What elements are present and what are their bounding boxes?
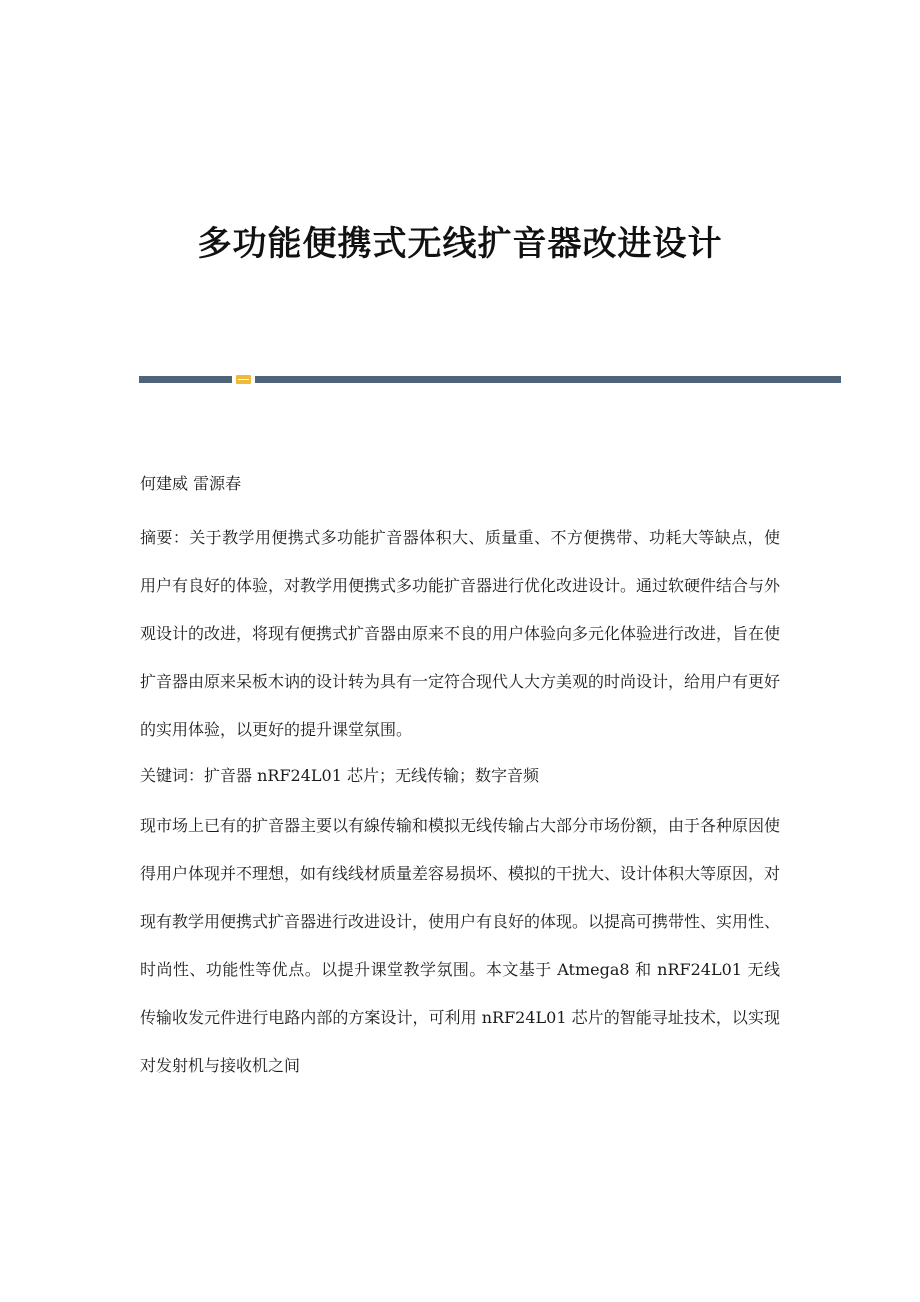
abstract-text: 关于教学用便携式多功能扩音器体积大、质量重、不方便携带、功耗大等缺点，使用户有良好的体验，对教学用便携式多功能扩音器进行优化改进设计。通过软硬件结合与外观设计的改进，将现有便携式扩音器由原来不良的用户体验向多元化体验进行改进，旨在使扩音器由原来呆板木讷的设计转为具有一定符合现代人大方美观的时尚设计，给用户有更好的实用体验，以更好的提升课堂氛围。 [140,528,781,739]
document-title: 多功能便携式无线扩音器改进设计 [197,224,723,264]
authors: 何建威 雷源春 [140,474,242,493]
divider-ornament-icon [236,375,251,384]
title-divider [139,375,841,384]
document-content [140,472,780,1090]
keywords-text: 扩音器 nRF24L01 芯片；无线传输；数字音频 [204,766,539,785]
divider-bar-right [255,376,841,383]
keywords-label: 关键词： [140,766,205,785]
keywords [140,764,780,788]
abstract [140,514,780,754]
abstract-label: 摘要： [140,528,190,547]
body-paragraph: 现市场上已有的扩音器主要以有線传输和模拟无线传输占大部分市场份额，由于各种原因使得用户体现并不理想，如有线线材质量差容易损坏、模拟的干扰大、设计体积大等原因，对现有教学用便携式扩音器进行改进设计，使用户有良好的体现。以提高可携带性、实用性、时尚性、功能性等优点。以提升课堂教学氛围。本文基于 Atmega8 和 nRF24L01 无线传输收发元件进行电路内部的方案设计，可利用 nRF24L01 芯片的智能寻址技术，以实现对发射机与接收机之间 [140,816,781,1075]
divider-bar-left [139,376,232,383]
